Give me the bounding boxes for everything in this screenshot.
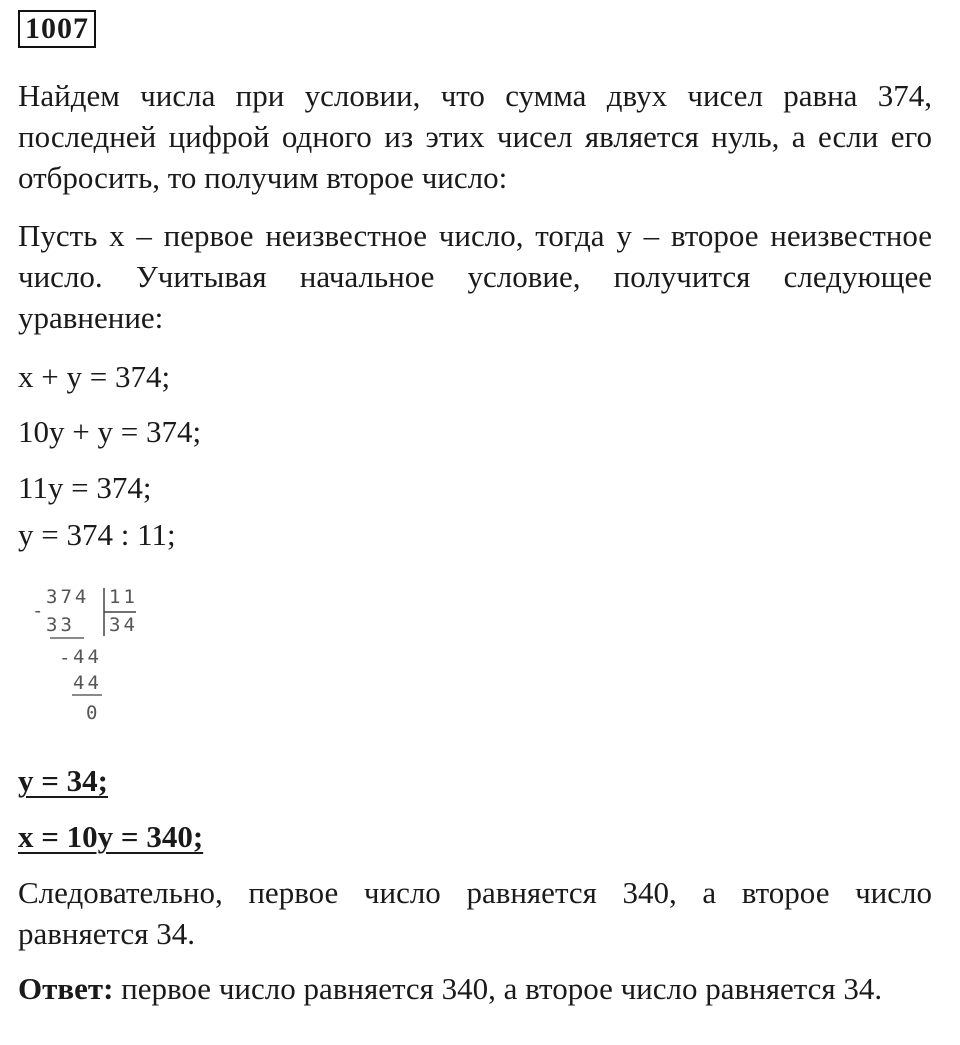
division-subtrahend-2: 44 [73, 672, 102, 694]
equation-1: x + y = 374; [18, 359, 171, 394]
division-remainder-1: 44 [73, 646, 102, 668]
intro-paragraph: Найдем числа при условии, что сумма двух чисел равна 374, последней цифрой одного из этих чисел является нуль, а если его отбросить, то получим второе число: [18, 78, 932, 195]
division-dividend: 374 [46, 586, 90, 608]
division-minus-2: - [59, 647, 71, 669]
division-divisor: 11 [109, 586, 138, 608]
equation-3: 11y = 374; [18, 470, 152, 505]
long-division [28, 584, 148, 734]
answer-label: Ответ: [18, 971, 114, 1006]
equation-2: 10y + y = 374; [18, 414, 202, 449]
solution-page [18, 10, 932, 1006]
conclusion-paragraph: Следовательно, первое число равняется 340, а второе число равняется 34. [18, 875, 932, 951]
answer-paragraph [18, 968, 932, 1009]
result-y: y = 34; [18, 763, 108, 798]
division-quotient: 34 [109, 614, 138, 636]
setup-paragraph: Пусть x – первое неизвестное число, тогда y – второе неизвестное число. Учитывая начальное условие, получится следующее уравнение: [18, 218, 932, 335]
problem-number: 1007 [18, 10, 96, 48]
result-x: x = 10y = 340; [18, 819, 204, 854]
equation-4: y = 374 : 11; [18, 517, 176, 552]
answer-text: первое число равняется 340, а второе число равняется 34. [113, 971, 883, 1006]
division-final-remainder: 0 [86, 702, 98, 724]
division-subtrahend-1: 33 [46, 614, 75, 636]
division-minus-1: - [32, 600, 44, 622]
